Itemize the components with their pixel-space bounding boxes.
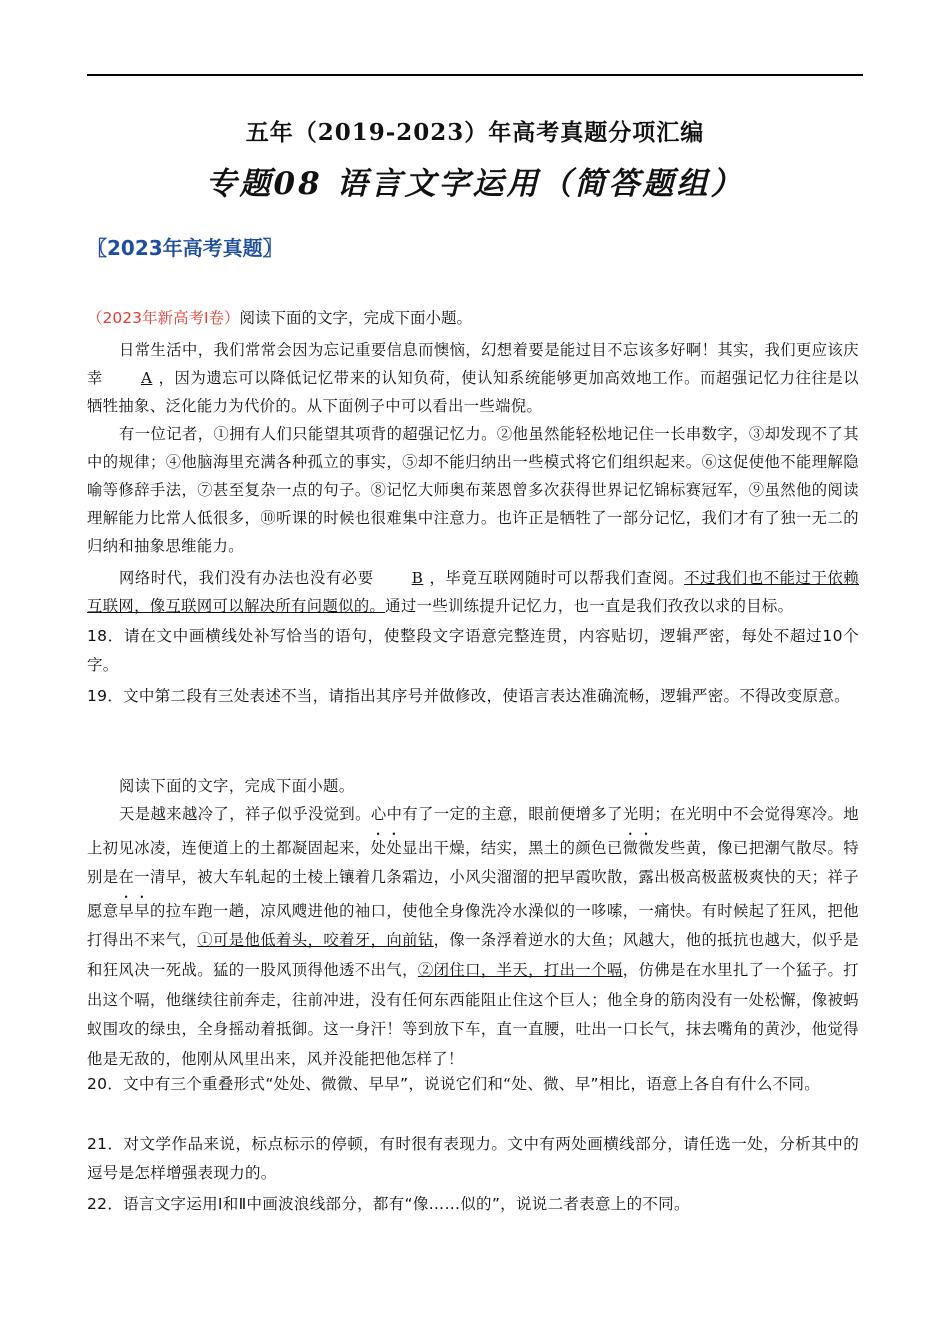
- section-heading: 〖2023年高考真题〗: [87, 236, 283, 260]
- passage1-paragraph-2: 有一位记者，①拥有人们只能望其项背的超强记忆力。②他虽然能轻松地记住一长串数字，③却发现不了其中的规律；④他脑海里充满各种孤立的事实，⑤却不能归纳出一些模式将它们组织起来。⑥这促使他不能理解隐喻等修辞手法，⑦甚至复杂一点的句子。⑧记忆大师奥布莱恩曾多次获得世界记忆锦标赛冠军，⑨虽然他的阅读理解能力比常人低很多，⑩听课的时候也很难集中注意力。也许正是牺牲了一部分记忆，我们才有了独一无二的归纳和抽象思维能力。: [87, 425, 859, 555]
- underlined-phrase-1: ①可是他低着头，咬着牙，向前钻: [197, 931, 434, 950]
- passage1-header: [87, 306, 472, 328]
- question-22: 22．语言文字运用Ⅰ和Ⅱ中画波浪线部分，都有“像……似的”，说说二者表意上的不同。: [87, 1195, 690, 1213]
- question-20: 20．文中有三个重叠形式“处处、微微、早早”，说说它们和“处、微、早”相比，语意上各自有什么不同。: [87, 1075, 821, 1093]
- wavy-underlined-sentence: 不过我们也不能过于依赖互联网，像互联网可以解决所有问题似的。: [87, 569, 859, 615]
- reduplication-chuchu: 处处: [370, 838, 403, 857]
- passage2-paragraph: 天是越来越冷了，祥子似乎没觉到。心中有了一定的主意，眼前便增多了光明；在光明中不会觉得寒冷。地上初见冰凌，连便道上的土都凝固起来，处处显出干燥，结实，黑土的颜色已微微发些黄，像已把潮气散尽。特别是在一清早，被大车轧起的土棱上镶着几条霜边，小风尖溜溜的把早霞吹散，露出极高极蓝极爽快的天；祥子愿意早早的拉车跑一趟，凉风飕进他的袖口，使他全身像洗冷水澡似的一哆嗦，一痛快。有时候起了狂风，把他打得出不来气，①可是他低着头，咬着牙，向前钻，像一条浮着逆水的大鱼；风越大，他的抵抗也越大，似乎是和狂风决一死战。猛的一股风顶得他透不出气，②闭住口，半天，打出一个嗝，仿佛是在水里扎了一个猛子。打出这个嗝，他继续往前奔走，往前冲进，没有任何东西能阻止住这个巨人；他全身的筋肉没有一处松懈，像被蚂蚁围攻的绿虫，全身摇动着抵御。这一身汗！等到放下车，直一直腰，吐出一口长气，抹去嘴角的黄沙，他觉得他是无敌的，他刚从风里出来，风并没能把他怎样了！: [87, 805, 859, 1068]
- passage1-paragraph-3: 网络时代，我们没有办法也没有必要 B ，毕竟互联网随时可以帮我们查阅。不过我们也不能过于依赖互联网，像互联网可以解决所有问题似的。通过一些训练提升记忆力，也一直是我们孜孜以求的目标。: [87, 564, 859, 620]
- question-19: 19．文中第二段有三处表述不当，请指出其序号并做修改，使语言表达准确流畅，逻辑严密。不得改变原意。: [87, 687, 850, 705]
- source-label: （2023年新高考Ⅰ卷）: [87, 309, 240, 327]
- passage2-intro: 阅读下面的文字，完成下面小题。: [119, 777, 355, 795]
- blank-a: A: [140, 369, 153, 387]
- passage1-intro: 阅读下面的文字，完成下面小题。: [239, 309, 473, 327]
- blank-b: B: [411, 569, 424, 587]
- question-18: 18．请在文中画横线处补写恰当的语句，使整段文字语意完整连贯，内容贴切，逻辑严密，每处不超过10个字。: [87, 627, 859, 674]
- passage1-paragraph-1: 日常生活中，我们常常会因为忘记重要信息而懊恼，幻想着要是能过目不忘该多好啊！其实，我们更应该庆幸 A ，因为遗忘可以降低记忆带来的认知负荷，使认知系统能够更加高效地工作。而超强记忆力往往是以牺牲抽象、泛化能力为代价的。从下面例子中可以看出一些端倪。: [87, 341, 860, 415]
- header-rule: [87, 74, 863, 76]
- reduplication-weiwei: 微微: [622, 838, 655, 857]
- underlined-phrase-2: ②闭住口，半天，打出一个嗝: [417, 960, 623, 979]
- reduplication-zaozao: 早早: [118, 901, 151, 920]
- question-21: 21．对文学作品来说，标点标示的停顿，有时很有表现力。文中有两处画横线部分，请任选一处，分析其中的逗号是怎样增强表现力的。: [87, 1135, 859, 1182]
- series-title: 五年（2019-2023）年高考真题分项汇编: [245, 119, 705, 146]
- topic-title: 专题08 语言文字运用（简答题组）: [205, 166, 745, 202]
